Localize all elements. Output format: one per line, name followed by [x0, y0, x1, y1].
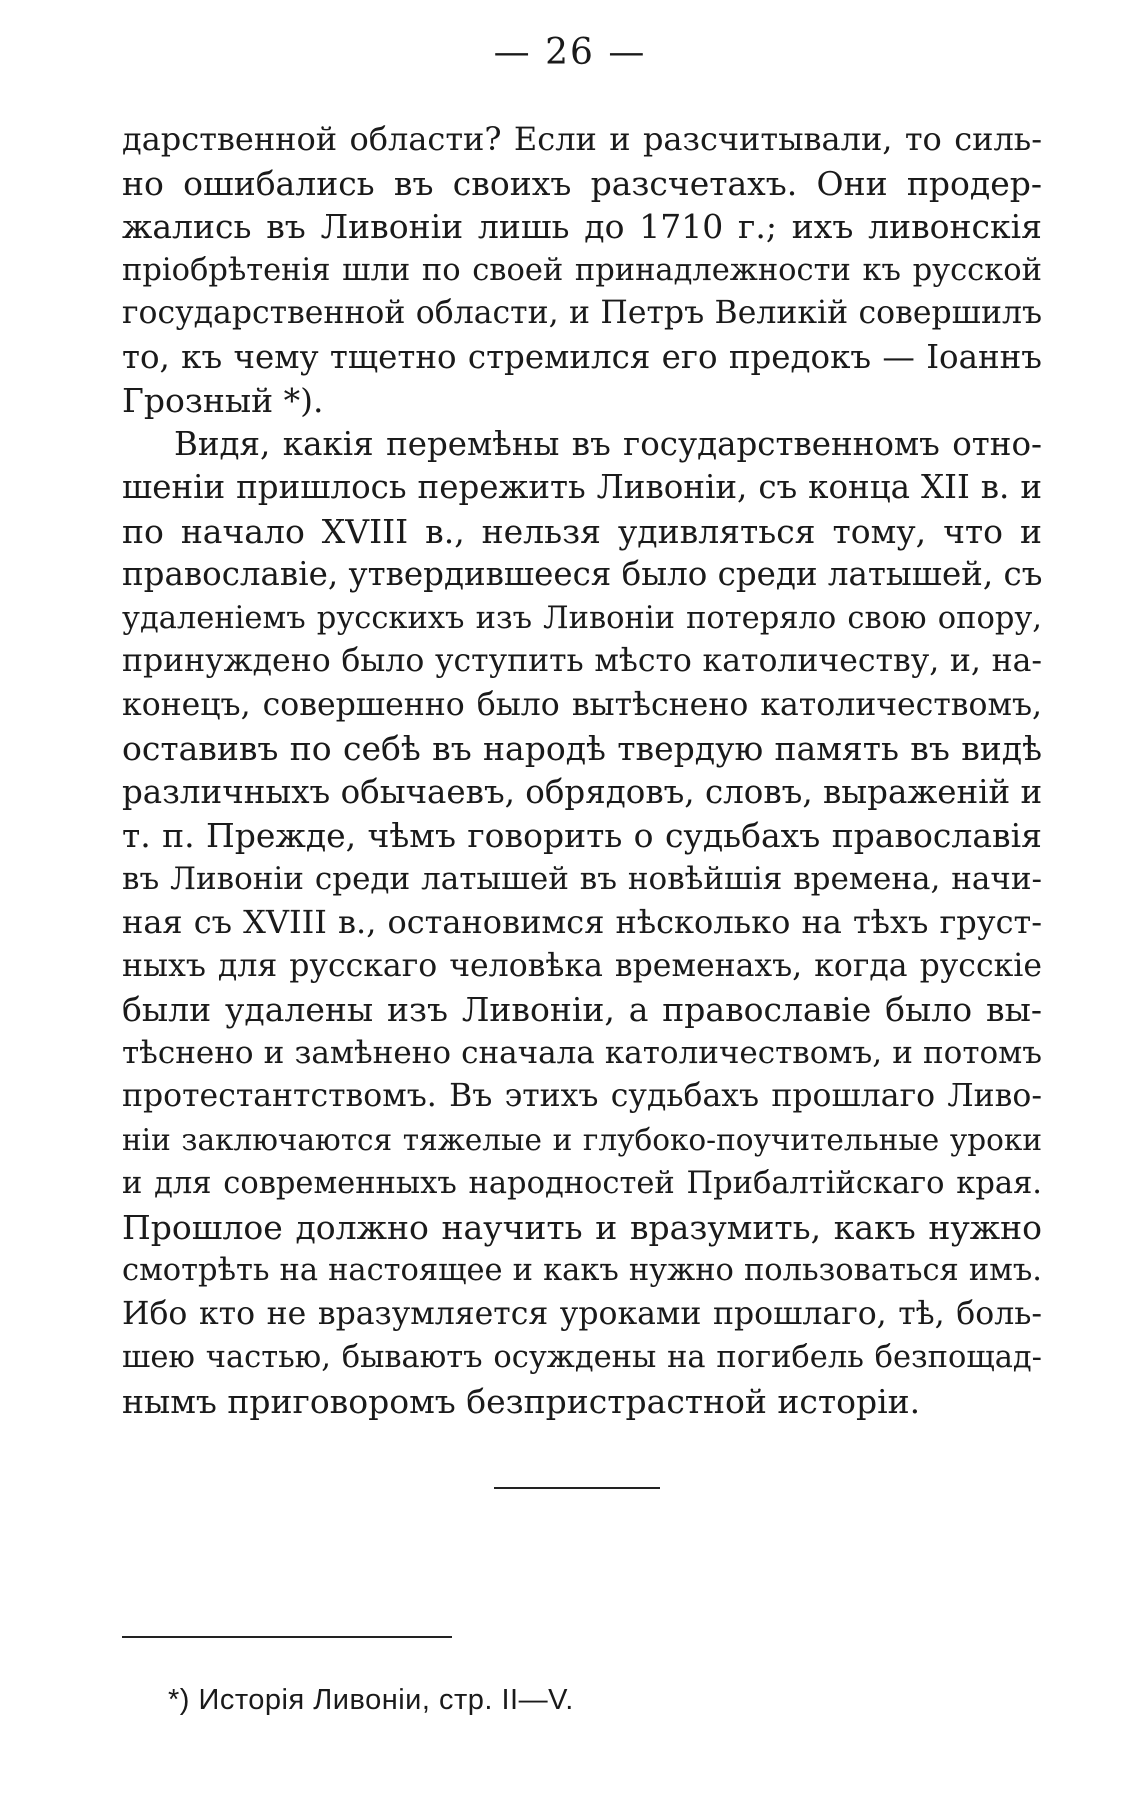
text-line: Ибо кто не вразумляется уроками прошлаго, тѣ, боль- — [122, 1295, 1042, 1332]
text-line: но ошибались въ своихъ разсчетахъ. Они продер- — [122, 163, 1042, 203]
text-line: шею частью, бываютъ осуждены на погибель безпощад- — [122, 1340, 1042, 1375]
text-line: Видя, какія перемѣны въ государственномъ отно- — [174, 424, 1042, 463]
text-line: и для современныхъ народностей Прибалтійскаго края. — [122, 1166, 1042, 1201]
text-line: дарственной области? Если и разсчитывали, то силь- — [122, 120, 1042, 158]
text-line: удаленіемъ русскихъ изъ Ливоніи потеряло свою опору, — [122, 600, 1042, 636]
text-line: Прошлое должно научить и вразумить, какъ нужно — [122, 1207, 1042, 1247]
text-line: тѣснено и замѣнено сначала католичествомъ, и потомъ — [122, 1034, 1042, 1071]
text-line: то, къ чему тщетно стремился его предокъ — Іоаннъ — [122, 337, 1042, 376]
text-line: различныхъ обычаевъ, обрядовъ, словъ, выраженій и — [122, 772, 1043, 811]
main-text — [122, 118, 1042, 1423]
text-line: государственной области, и Петръ Великій совершилъ — [122, 295, 1042, 331]
page-number: — 26 — — [493, 32, 647, 73]
text-line: по начало XVIII в., нельзя удивляться тому, что и — [122, 511, 1042, 551]
footnote-rule — [122, 1636, 452, 1638]
text-line: шеніи пришлось пережить Ливоніи, съ конца XII в. и — [122, 468, 1042, 506]
text-line: смотрѣть на настоящее и какъ нужно пользоваться имъ. — [122, 1253, 1042, 1288]
text-line: ныхъ для русскаго человѣка временахъ, когда русскіе — [122, 947, 1042, 984]
footnote: *) Исторія Ливоніи, стр. II—V. — [168, 1684, 574, 1716]
text-line: ніи заключаются тяжелые и глубоко-поучительные уроки — [122, 1122, 1042, 1157]
text-line: были удалены изъ Ливоніи, а православіе было вы- — [122, 990, 1042, 1029]
paragraph-2 — [122, 423, 1042, 1424]
text-line: принуждено было уступить мѣсто католичеству, и, на- — [122, 643, 1042, 679]
text-line: ная съ XVIII в., остановимся нѣсколько на тѣхъ груст- — [122, 903, 1042, 941]
section-divider — [494, 1487, 660, 1489]
text-line: протестантствомъ. Въ этихъ судьбахъ прошлаго Ливо- — [122, 1078, 1042, 1114]
text-line: православіе, утвердившееся было среди латышей, съ — [122, 555, 1043, 593]
text-line: т. п. Прежде, чѣмъ говорить о судьбахъ православія — [122, 816, 1042, 855]
text-line: Грозный *). — [122, 381, 324, 420]
paragraph-1 — [122, 118, 1042, 423]
text-line: нымъ приговоромъ безпристрастной исторіи. — [122, 1381, 921, 1421]
text-line: въ Ливоніи среди латышей въ новѣйшія времена, начи- — [122, 860, 1042, 897]
text-line: оставивъ по себѣ въ народѣ твердую память въ видѣ — [122, 729, 1042, 768]
text-line: конецъ, совершенно было вытѣснено католичествомъ, — [122, 686, 1042, 723]
text-line: жались въ Ливоніи лишь до 1710 г.; ихъ ливонскія — [122, 207, 1042, 246]
text-line: пріобрѣтенія шли по своей принадлежности къ русской — [122, 252, 1042, 288]
